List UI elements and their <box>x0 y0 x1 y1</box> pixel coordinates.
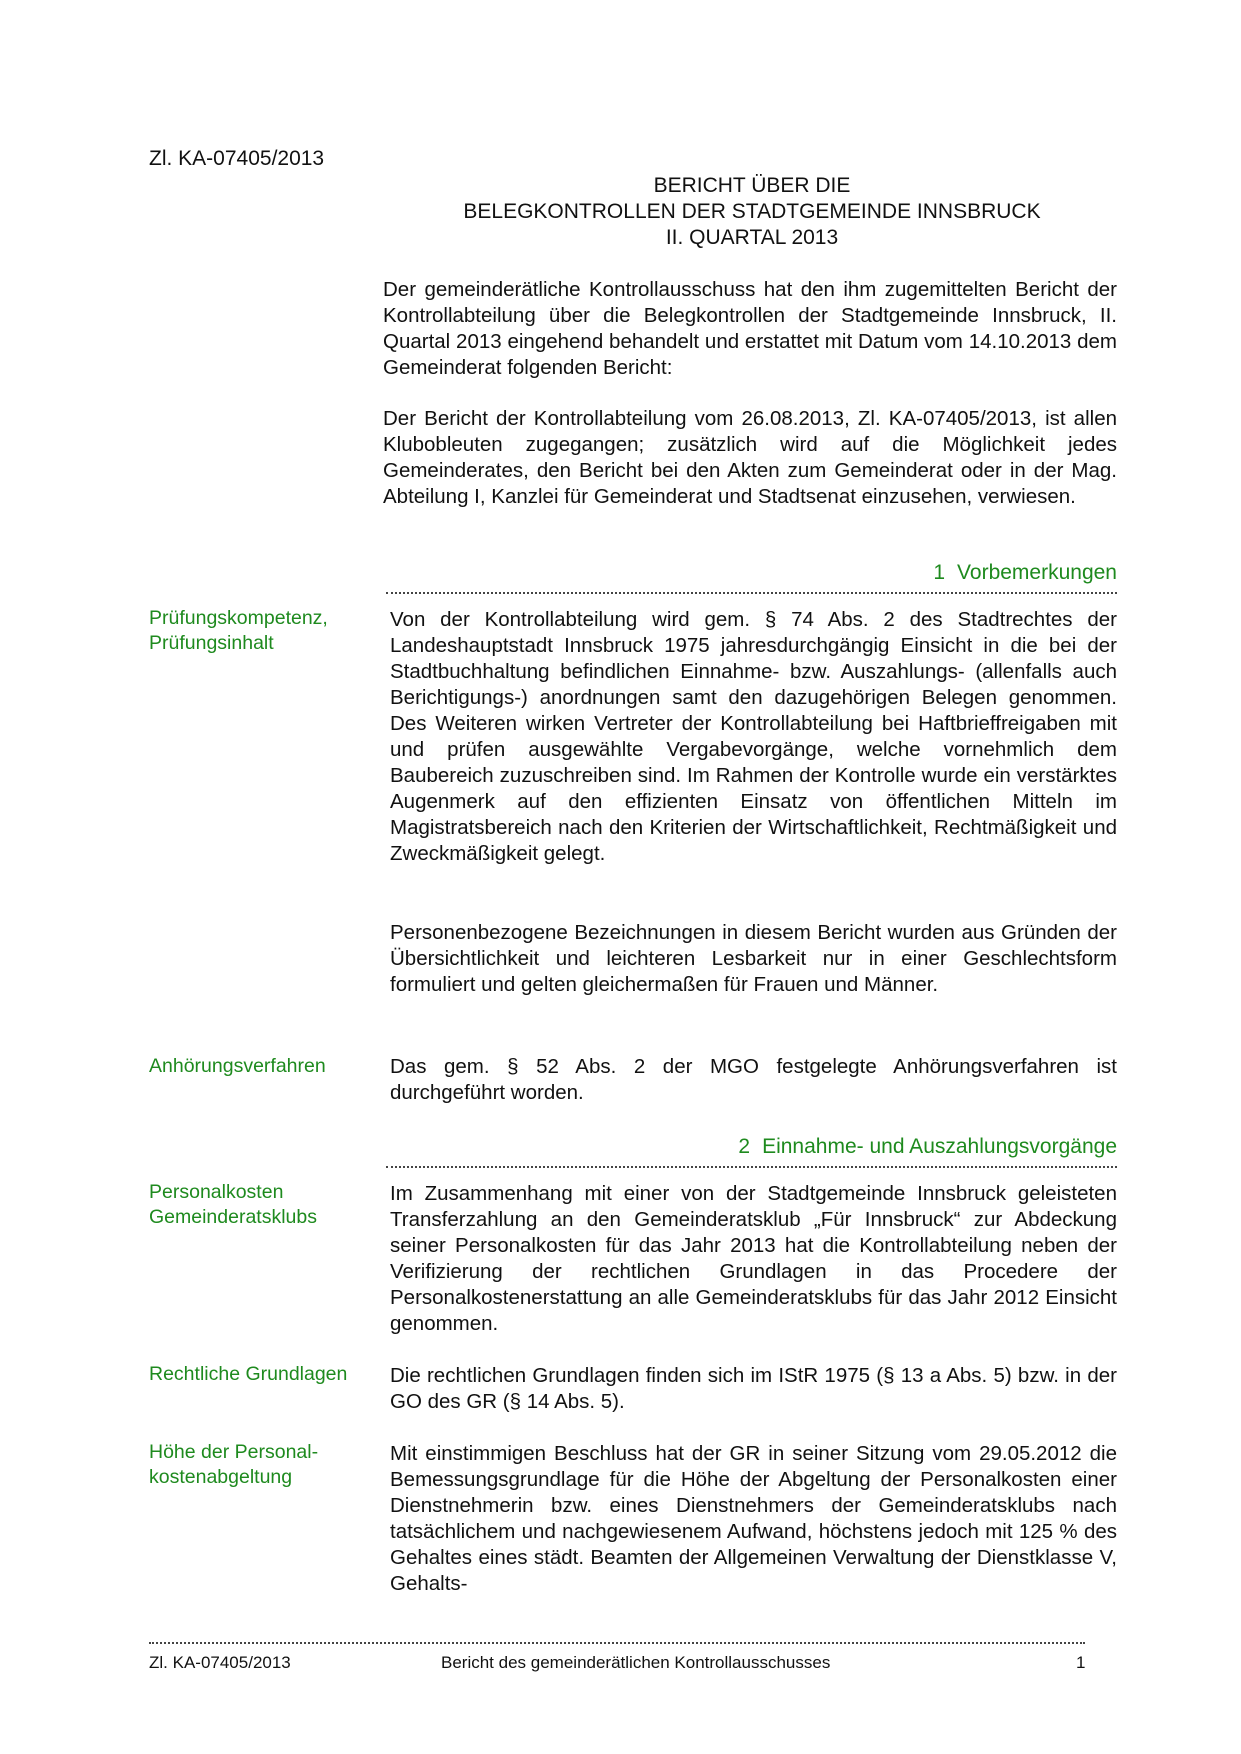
paragraph-pruefung: Von der Kontrollabteilung wird gem. § 74 Abs. 2 des Stadtrechtes der Landeshauptstadt Innsbruck 1975 jahresdurchgängig Einsicht in die bei der Stadtbuchhaltung befindlichen Einnahme- bzw. Auszahlungs- (allenfalls auch Berichtigungs-) anordnungen samt den dazugehörigen Belegen genommen. Des Weiteren wirken Vertreter der Kontrollabteilung bei Haftbrieffreigaben mit und prüfen ausgewählte Vergabevorgänge, welche vornehmlich dem Baubereich zuzuschreiben sind. Im Rahmen der Kontrolle wurde ein verstärktes Augenmerk auf den effizienten Einsatz von öffentlichen Mitteln im Magistratsbereich nach den Kriterien der Wirtschaftlichkeit, Rechtmäßigkeit und Zweckmäßigkeit gelegt. <box>390 608 1117 865</box>
intro-paragraph-2: Der Bericht der Kontrollabteilung vom 26.08.2013, Zl. KA-07405/2013, ist allen Klubobleuten zugegangen; zusätzlich wird auf die Möglichkeit jedes Gemeinderates, den Bericht bei den Akten zum Gemeinderat oder in der Mag. Abteilung I, Kanzlei für Gemeinderat und Stadtsenat einzusehen, verwiesen. <box>383 407 1117 508</box>
section-2-title: Einnahme- und Auszahlungsvorgänge <box>762 1135 1117 1158</box>
paragraph-recht: Die rechtlichen Grundlagen finden sich im IStR 1975 (§ 13 a Abs. 5) bzw. in der GO des GR (§ 14 Abs. 5). <box>390 1364 1117 1413</box>
side-label-anhoerung: Anhörungsverfahren <box>149 1055 326 1077</box>
footer-reference: Zl. KA-07405/2013 <box>149 1653 291 1672</box>
title-line-3: II. QUARTAL 2013 <box>665 226 839 249</box>
section-1-title: Vorbemerkungen <box>957 561 1117 584</box>
intro-paragraph-1: Der gemeinderätliche Kontrollausschuss hat den ihm zugemittelten Bericht der Kontrollabteilung über die Belegkontrollen der Stadtgemeinde Innsbruck, II. Quartal 2013 eingehend behandelt und erstattet mit Datum vom 14.10.2013 dem Gemeinderat folgenden Bericht: <box>383 278 1117 379</box>
title-line-1: BERICHT ÜBER DIE <box>653 174 851 197</box>
section-2-number: 2 <box>738 1135 751 1158</box>
paragraph-personal: Im Zusammenhang mit einer von der Stadtgemeinde Innsbruck geleisteten Transferzahlung an den Gemeinderatsklub „Für Innsbruck“ zur Abdeckung seiner Personalkosten für das Jahr 2013 hat die Kontrollabteilung neben der Verifizierung der rechtlichen Grundlagen in das Procedere der Personalkostenerstattung an alle Gemeinderatsklubs für das Jahr 2012 Einsicht genommen. <box>390 1182 1117 1335</box>
title-line-2: BELEGKONTROLLEN DER STADTGEMEINDE INNSBRUCK <box>463 200 1041 223</box>
section-1-heading <box>386 560 1117 594</box>
paragraph-anhoerung: Das gem. § 52 Abs. 2 der MGO festgelegte Anhörungsverfahren ist durchgeführt worden. <box>390 1055 1117 1104</box>
paragraph-personen: Personenbezogene Bezeichnungen in diesem Bericht wurden aus Gründen der Übersichtlichkeit und leichteren Lesbarkeit nur in einer Geschlechtsform formuliert und gelten gleichermaßen für Frauen und Männer. <box>390 921 1117 996</box>
paragraph-hoehe: Mit einstimmigen Beschluss hat der GR in seiner Sitzung vom 29.05.2012 die Bemessungsgrundlage für die Höhe der Abgeltung der Personalkosten einer Dienstnehmerin bzw. eines Dienstnehmers der Gemeinderatsklubs nach tatsächlichem und nachgewiesenem Aufwand, höchstens jedoch mit 125 % des Gehaltes eines städt. Beamten der Allgemeinen Verwaltung der Dienstklasse V, Gehalts- <box>390 1442 1117 1595</box>
document-title <box>382 173 1122 251</box>
side-label-hoehe: Höhe der Personal-kostenabgeltung <box>149 1441 319 1488</box>
section-2-heading <box>386 1134 1117 1168</box>
side-label-personal: Personalkosten Gemeinderatsklubs <box>149 1181 317 1228</box>
page-number: 1 <box>1076 1653 1086 1672</box>
document-reference: Zl. KA-07405/2013 <box>149 147 325 170</box>
side-label-pruefung: Prüfungskompetenz, Prüfungsinhalt <box>149 607 328 654</box>
section-1-number: 1 <box>933 561 946 584</box>
footer-divider <box>149 1642 1085 1644</box>
side-label-recht: Rechtliche Grundlagen <box>149 1363 348 1385</box>
footer-title: Bericht des gemeinderätlichen Kontrollausschusses <box>441 1653 831 1672</box>
